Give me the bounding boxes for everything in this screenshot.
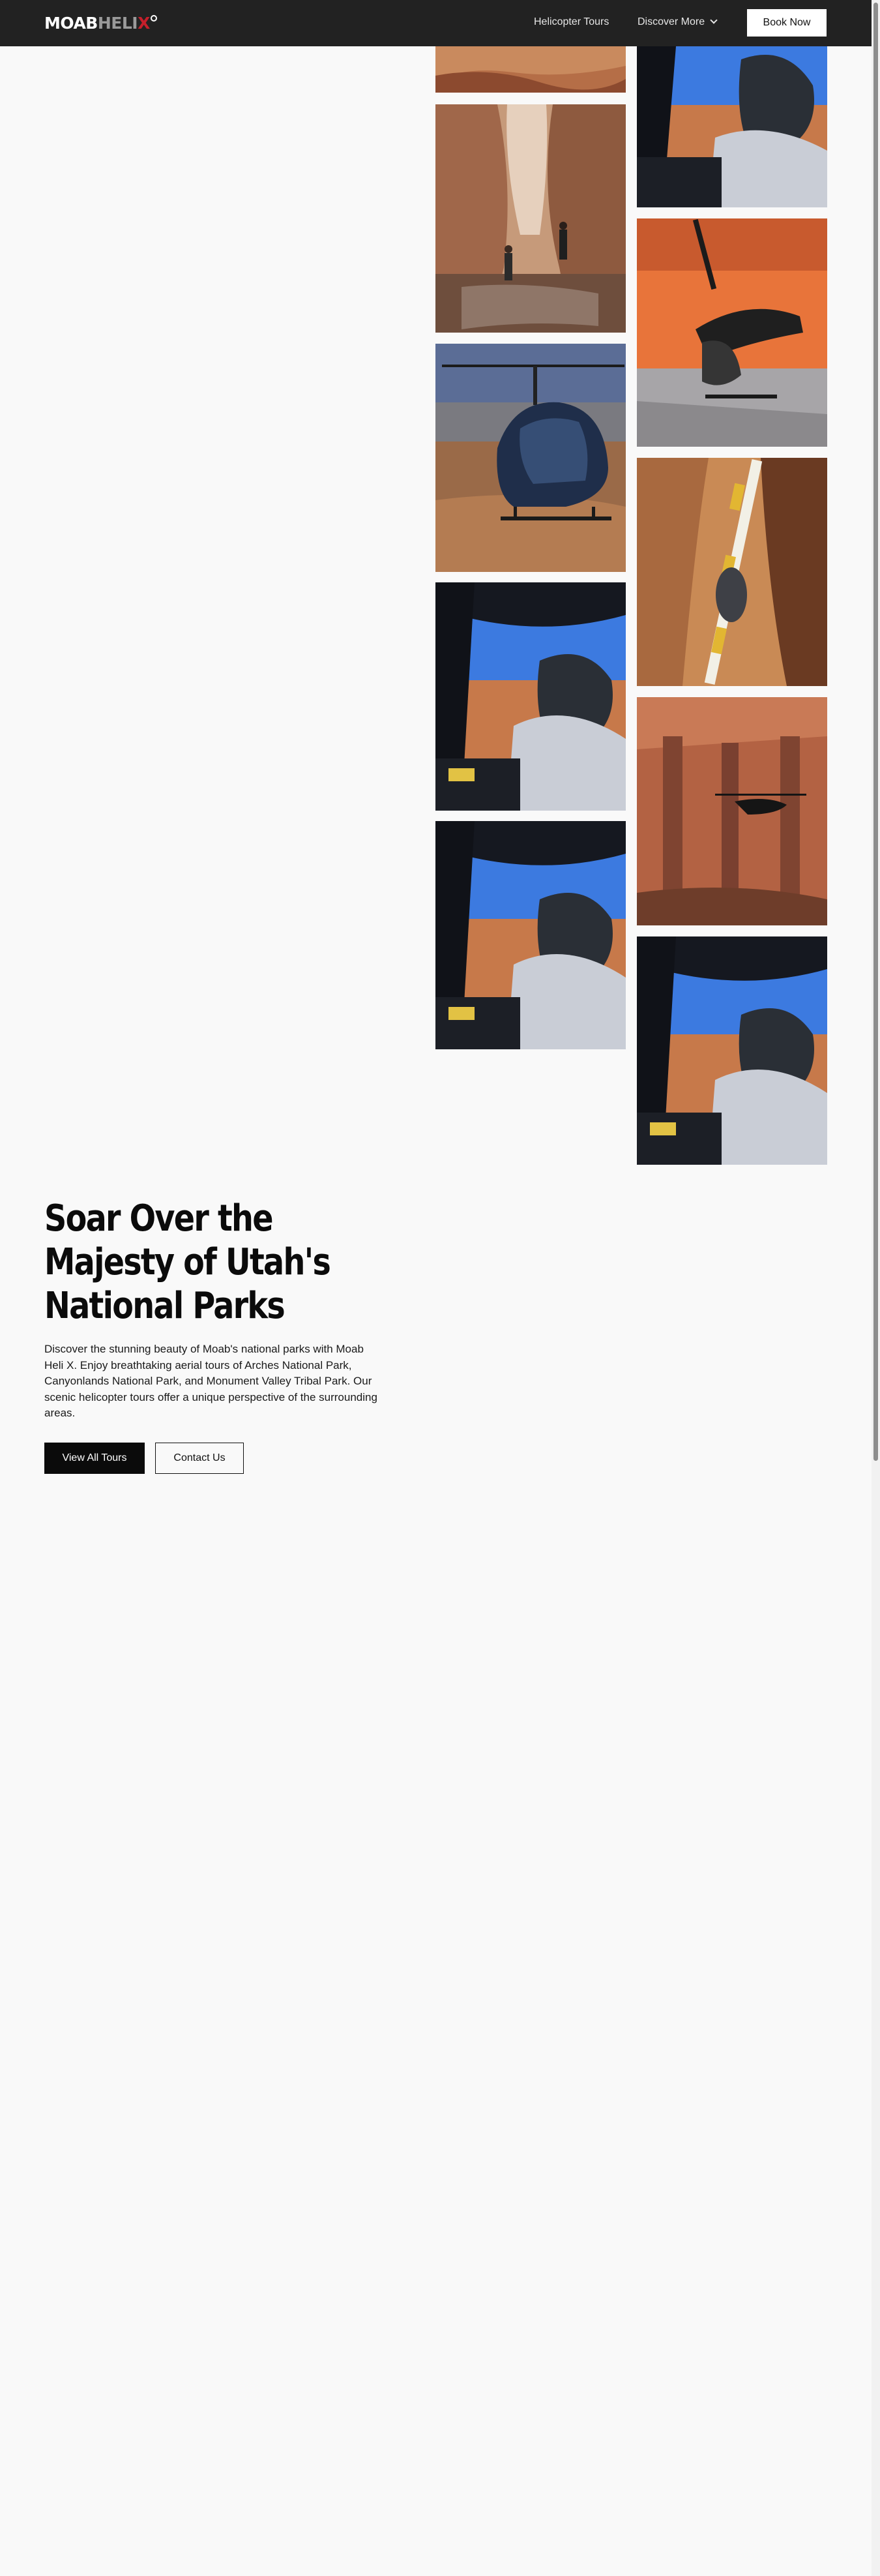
chevron-down-icon xyxy=(710,16,717,23)
page-scrollbar[interactable] xyxy=(872,0,880,2576)
nav-discover-more[interactable] xyxy=(638,16,716,28)
logo-text-moab: MOAB xyxy=(44,14,98,33)
cockpit-view-photo xyxy=(637,936,827,1165)
hero-description: Discover the stunning beauty of Moab's national parks with Moab Heli X. Enjoy breathtaking aerial tours of Arches National Park, Canyonlands National Park, and Monument Valley Tribal Park. Our scenic helicopter tours offer a unique perspective of the surrounding areas. xyxy=(44,1343,377,1419)
cockpit-view-photo xyxy=(637,46,827,207)
view-all-tours-button[interactable]: View All Tours xyxy=(44,1443,145,1474)
slot-canyon-hikers-photo xyxy=(435,104,626,333)
navbar xyxy=(0,0,872,46)
canyon-rock-photo xyxy=(435,46,626,93)
cockpit-view-photo xyxy=(435,821,626,1049)
registered-mark-icon xyxy=(151,15,157,22)
helicopter-overhead-photo xyxy=(637,458,827,686)
nav-discover-more-label: Discover More xyxy=(638,16,705,27)
site-logo[interactable] xyxy=(44,14,157,32)
cockpit-view-photo xyxy=(435,582,626,811)
helicopter-red-cliffs-photo xyxy=(637,697,827,925)
nav-helicopter-tours[interactable]: Helicopter Tours xyxy=(534,16,609,27)
logo-text-heli: HELI xyxy=(97,14,138,33)
hero-title: Soar Over the Majesty of Utah's National Parks xyxy=(44,1197,330,1327)
logo-text-x: X xyxy=(138,14,150,33)
contact-us-button[interactable]: Contact Us xyxy=(155,1443,244,1474)
scrollbar-thumb[interactable] xyxy=(873,3,878,1461)
book-now-button[interactable]: Book Now xyxy=(747,9,827,37)
helicopter-sunset-photo xyxy=(637,218,827,447)
helicopter-on-ground-photo xyxy=(435,344,626,572)
